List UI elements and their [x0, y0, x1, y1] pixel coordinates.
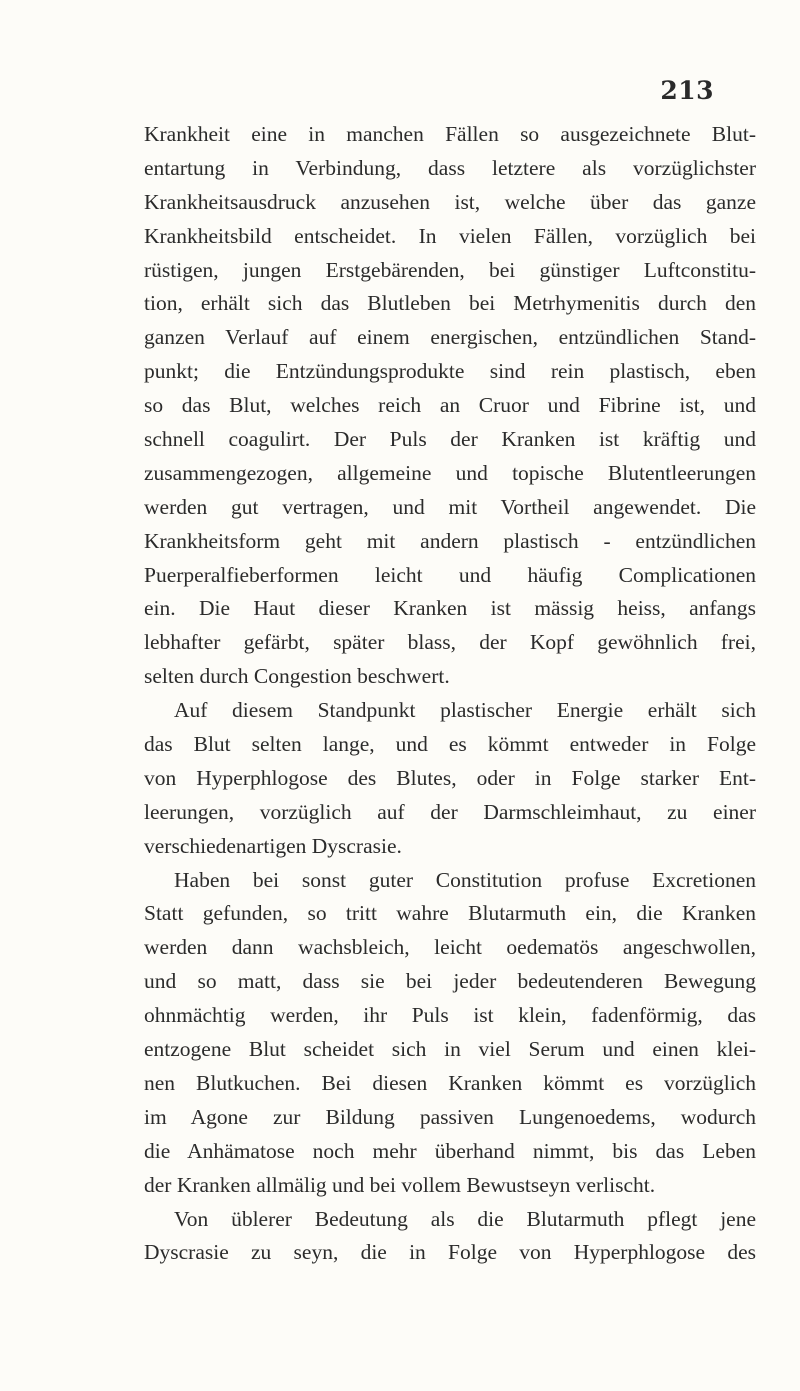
text-line: im Agone zur Bildung passiven Lungenoedems, wodurch	[144, 1104, 756, 1129]
text-line: rüstigen, jungen Erstgebärenden, bei günstiger Luftconstitu-	[144, 257, 756, 282]
text-line: werden dann wachsbleich, leicht oedematös angeschwollen,	[144, 935, 756, 960]
text-line: leerungen, vorzüglich auf der Darmschleimhaut, zu einer	[144, 799, 756, 824]
text-line: Dyscrasie zu seyn, die in Folge von Hyperphlogose des	[144, 1240, 756, 1265]
body-text	[144, 118, 756, 1270]
text-line: tion, erhält sich das Blutleben bei Metrhymenitis durch den	[144, 291, 756, 316]
text-line: selten durch Congestion beschwert.	[144, 664, 450, 689]
text-line: lebhafter gefärbt, später blass, der Kopf gewöhnlich frei,	[144, 630, 756, 655]
text-line: von Hyperphlogose des Blutes, oder in Folge starker Ent-	[144, 765, 756, 790]
text-line: Haben bei sonst guter Constitution profuse Excretionen	[174, 867, 756, 892]
text-line: das Blut selten lange, und es kömmt entweder in Folge	[144, 732, 756, 757]
page-number: 213	[660, 76, 714, 105]
text-line: verschiedenartigen Dyscrasie.	[144, 833, 402, 858]
text-line: Krankheit eine in manchen Fällen so ausgezeichnete Blut-	[144, 122, 756, 146]
text-line: entartung in Verbindung, dass letztere als vorzüglichster	[144, 155, 756, 180]
text-line: ohnmächtig werden, ihr Puls ist klein, fadenförmig, das	[144, 1003, 756, 1028]
text-line: Auf diesem Standpunkt plastischer Energie erhält sich	[174, 698, 756, 723]
text-line: entzogene Blut scheidet sich in viel Serum und einen klei-	[144, 1037, 756, 1062]
text-line: schnell coagulirt. Der Puls der Kranken ist kräftig und	[144, 427, 756, 452]
text-line: Krankheitsausdruck anzusehen ist, welche über das ganze	[144, 189, 756, 214]
text-line: zusammengezogen, allgemeine und topische Blutentleerungen	[144, 460, 756, 485]
text-line: Puerperalfieberformen leicht und häufig Complicationen	[144, 562, 756, 587]
text-line: Von üblerer Bedeutung als die Blutarmuth pflegt jene	[174, 1206, 756, 1231]
text-line: werden gut vertragen, und mit Vortheil angewendet. Die	[144, 494, 756, 519]
text-line: und so matt, dass sie bei jeder bedeutenderen Bewegung	[144, 969, 756, 994]
text-line: die Anhämatose noch mehr überhand nimmt, bis das Leben	[144, 1138, 756, 1163]
text-line: punkt; die Entzündungsprodukte sind rein plastisch, eben	[144, 359, 756, 384]
text-line: ein. Die Haut dieser Kranken ist mässig heiss, anfangs	[144, 596, 756, 621]
text-line: ganzen Verlauf auf einem energischen, entzündlichen Stand-	[144, 325, 756, 350]
text-line: der Kranken allmälig und bei vollem Bewustseyn verlischt.	[144, 1172, 656, 1197]
text-line: nen Blutkuchen. Bei diesen Kranken kömmt es vorzüglich	[144, 1070, 756, 1095]
text-line: Krankheitsform geht mit andern plastisch - entzündlichen	[144, 528, 756, 553]
text-line: Krankheitsbild entscheidet. In vielen Fällen, vorzüglich bei	[144, 223, 756, 248]
text-line: so das Blut, welches reich an Cruor und Fibrine ist, und	[144, 393, 756, 418]
text-line: Statt gefunden, so tritt wahre Blutarmuth ein, die Kranken	[144, 901, 756, 926]
